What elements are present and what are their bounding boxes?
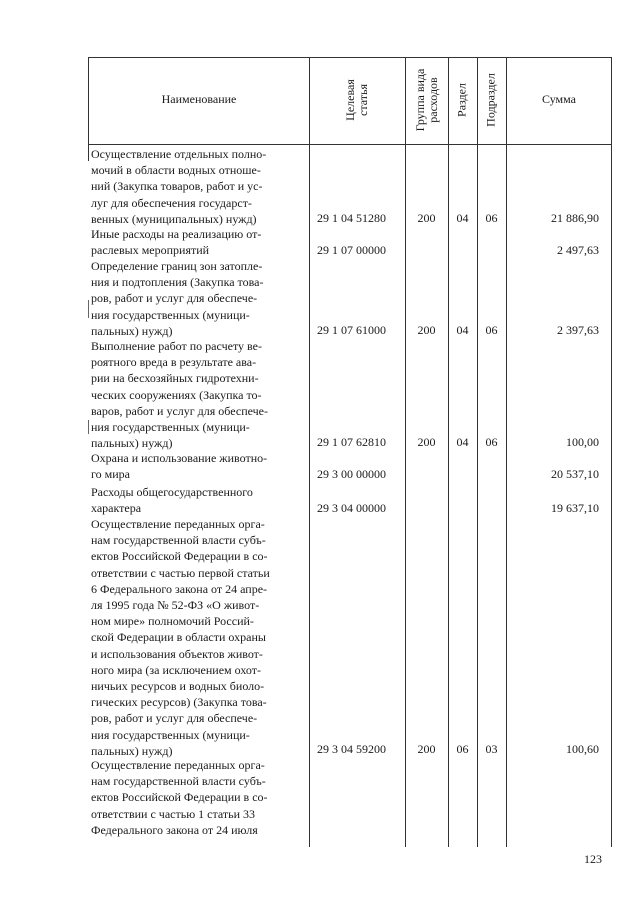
- table-row-amount: 19 637,10: [551, 501, 599, 515]
- table-row-name: Выполнение работ по расчету ве- роятного вреда в результате ава- рии на бесхозяйных гидротехни- ческих сооружениях (Закупка то- варов, работ и услуг для обеспече- ния государственных (муници- пальных) нужд): [91, 339, 268, 451]
- column-border: [309, 57, 310, 847]
- column-border: [88, 57, 89, 161]
- header-amount: Сумма: [542, 92, 576, 106]
- table-row-group: 200: [417, 211, 436, 225]
- header-name: Наименование: [161, 92, 237, 106]
- table-row-group: 200: [417, 742, 436, 756]
- table-row-section: 04: [456, 435, 469, 449]
- scan-mark: [88, 300, 89, 318]
- table-row-section: 04: [456, 211, 469, 225]
- header-subsection: Подраздел: [483, 73, 498, 127]
- table-row-code: 29 1 07 61000: [317, 323, 386, 337]
- page-number: 123: [584, 852, 602, 866]
- table-row-name: Осуществление переданных орга- нам государственной власти субъ- ектов Российской Федерации в со- ответствии с частью первой статьи 6 Федерального закона от 24 апре- ля 1995 года № 52-ФЗ «О живот- ном мире» полномочий Россий- ской Федерации в области охраны и использования объектов живот- ного мира (за исключением охот- ничьих ресурсов и водных биоло- гических ресурсов) (Закупка това- ров, работ и услуг для обеспече- ния государственных (муници- пальных) нужд): [91, 517, 270, 758]
- table-top-border: [88, 57, 611, 58]
- table-row-name: Осуществление переданных орга- нам государственной власти субъ- ектов Российской Федерации в со- ответствии с частью 1 статьи 33 Федерального закона от 24 июля: [91, 758, 268, 837]
- table-row-name: Иные расходы на реализацию от- раслевых мероприятий: [91, 227, 262, 258]
- table-row-code: 29 3 04 59200: [317, 742, 386, 756]
- table-row-amount: 20 537,10: [551, 467, 599, 481]
- table-row-name: Осуществление отдельных полно- мочий в области водных отноше- ний (Закупка товаров, работ и ус- луг для обеспечения государст- венных (муниципальных) нужд): [91, 147, 267, 226]
- table-row-subsection: 06: [485, 435, 498, 449]
- table-row-section: 04: [456, 323, 469, 337]
- table-row-subsection: 03: [485, 742, 498, 756]
- column-border: [477, 57, 478, 847]
- table-row-subsection: 06: [485, 211, 498, 225]
- table-row-amount: 2 497,63: [557, 243, 599, 257]
- table-row-group: 200: [417, 435, 436, 449]
- table-row-amount: 100,00: [566, 435, 599, 449]
- table-row-name: Определение границ зон затопле- ния и подтопления (Закупка това- ров, работ и услуг для обеспече- ния государственных (муници- пальных) нужд): [91, 259, 264, 338]
- scan-mark: [88, 420, 89, 434]
- column-border: [506, 57, 507, 847]
- table-row-code: 29 1 04 51280: [317, 211, 386, 225]
- table-row-code: 29 3 00 00000: [317, 467, 386, 481]
- table-row-amount: 100,60: [566, 742, 599, 756]
- table-row-code: 29 1 07 62810: [317, 435, 386, 449]
- table-row-amount: 2 397,63: [557, 323, 599, 337]
- table-row-name: Расходы общегосударственного характера: [91, 485, 253, 516]
- table-row-code: 29 1 07 00000: [317, 243, 386, 257]
- header-section: Раздел: [454, 83, 469, 117]
- table-row-name: Охрана и использование животно- го мира: [91, 451, 268, 482]
- table-row-subsection: 06: [485, 323, 498, 337]
- column-border: [405, 57, 406, 847]
- column-border: [611, 57, 612, 847]
- header-target-article: Целевая статья: [343, 79, 370, 121]
- table-row-amount: 21 886,90: [551, 211, 599, 225]
- table-row-section: 06: [456, 742, 469, 756]
- header-expense-group: Группа вида расходов: [413, 68, 440, 132]
- column-border: [448, 57, 449, 847]
- table-row-group: 200: [417, 323, 436, 337]
- header-bottom-border: [88, 144, 611, 145]
- table-row-code: 29 3 04 00000: [317, 501, 386, 515]
